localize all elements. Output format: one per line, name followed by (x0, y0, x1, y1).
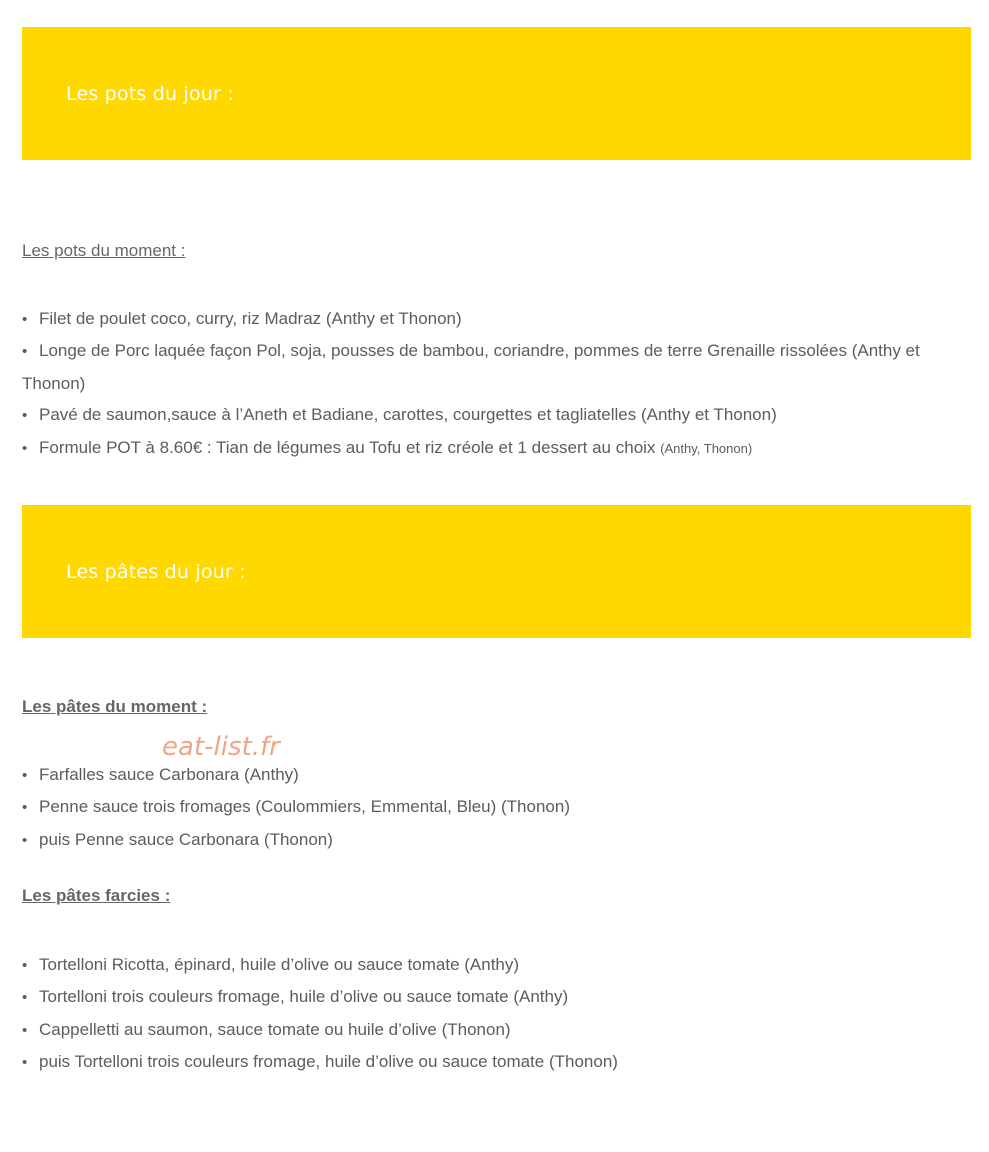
bullet-icon: • (22, 831, 28, 849)
heading-pots-du-moment: Les pots du moment : (22, 241, 186, 260)
farcies-list (22, 949, 967, 1079)
bullet-icon: • (22, 799, 28, 817)
item-text: Longe de Porc laquée façon Pol, soja, pousses de bambou, coriandre, pommes de terre Grenaille rissolées (Anthy et Thonon) (22, 341, 920, 393)
item-text: Pavé de saumon,sauce à l’Aneth et Badiane, carottes, courgettes et tagliatelles (Anthy et Thonon) (39, 405, 777, 425)
heading-pates-du-moment: Les pâtes du moment : (22, 697, 208, 716)
watermark: eat-list.fr (162, 732, 280, 762)
bullet-icon: • (22, 439, 28, 457)
item-text: Tortelloni trois couleurs fromage, huile d’olive ou sauce tomate (Anthy) (39, 987, 569, 1007)
bullet-icon: • (22, 1054, 28, 1072)
item-text: Filet de poulet coco, curry, riz Madraz (Anthy et Thonon) (39, 309, 462, 328)
list-item (22, 303, 967, 335)
list-item (22, 791, 967, 823)
banner-title: Les pots du jour : (66, 83, 234, 105)
bullet-icon: • (22, 767, 28, 784)
bullet-icon: • (22, 407, 28, 425)
banner-pates-du-jour (22, 505, 971, 638)
item-note: (Anthy, Thonon) (660, 440, 753, 456)
list-item (22, 981, 967, 1013)
item-text: Farfalles sauce Carbonara (Anthy) (39, 765, 299, 784)
bullet-icon: • (22, 957, 28, 974)
item-text: Formule POT à 8.60€ : Tian de légumes au Tofu et riz créole et 1 dessert au choix (39, 437, 661, 457)
bullet-icon: • (22, 989, 28, 1007)
item-text: Penne sauce trois fromages (Coulommiers, Emmental, Bleu) (Thonon) (39, 797, 570, 817)
list-item (22, 399, 967, 431)
heading-pates-farcies: Les pâtes farcies : (22, 886, 171, 905)
item-text: Tortelloni Ricotta, épinard, huile d’olive ou sauce tomate (Anthy) (39, 955, 520, 974)
list-item (22, 949, 967, 981)
pots-list (22, 303, 967, 464)
item-text: Cappelletti au saumon, sauce tomate ou huile d’olive (Thonon) (39, 1019, 511, 1039)
list-item (22, 1014, 967, 1046)
bullet-icon: • (22, 311, 28, 328)
bullet-icon: • (22, 1021, 28, 1039)
banner-pots-du-jour (22, 27, 971, 160)
list-item (22, 824, 967, 856)
bullet-icon: • (22, 343, 28, 361)
item-text: puis Tortelloni trois couleurs fromage, huile d’olive ou sauce tomate (Thonon) (39, 1052, 618, 1072)
list-item (22, 1046, 967, 1078)
banner-title: Les pâtes du jour : (66, 561, 246, 583)
item-text: puis Penne sauce Carbonara (Thonon) (39, 829, 333, 849)
list-item (22, 759, 967, 791)
list-item (22, 432, 967, 464)
pates-list (22, 759, 967, 856)
list-item (22, 335, 967, 399)
